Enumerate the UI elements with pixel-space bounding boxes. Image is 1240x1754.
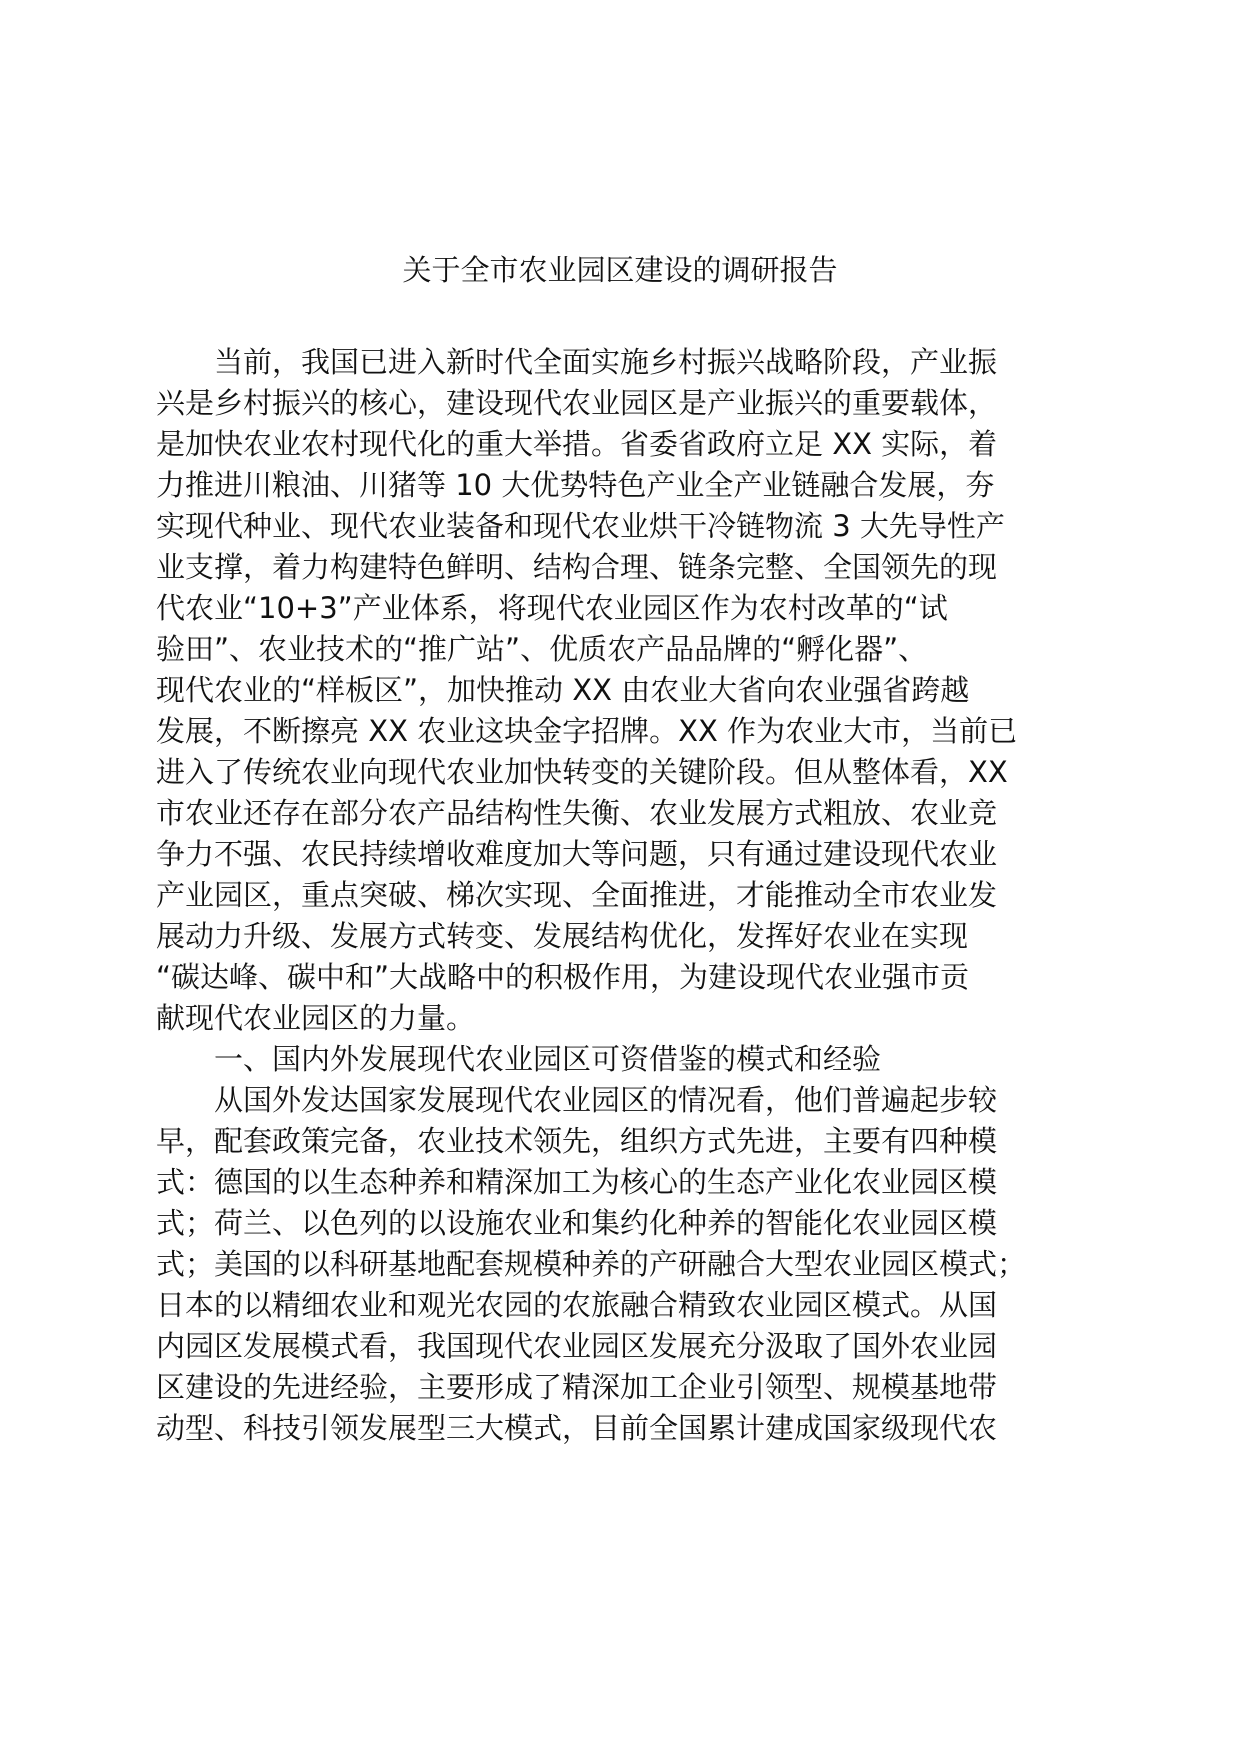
- text-line: 献现代农业园区的力量。: [156, 1001, 476, 1035]
- text-line: 发展，不断擦亮 XX 农业这块金字招牌。XX 作为农业大市，当前已: [156, 714, 1018, 748]
- text-line: 验田”、农业技术的“推广站”、优质农产品品牌的“孵化器”、: [156, 632, 928, 666]
- text-line: 内园区发展模式看，我国现代农业园区发展充分汲取了国外农业园: [156, 1329, 998, 1363]
- text-line: 兴是乡村振兴的核心，建设现代农业园区是产业振兴的重要载体，: [156, 386, 998, 420]
- paragraph-intro: [156, 342, 1084, 1039]
- text-line: 早，配套政策完备，农业技术领先，组织方式先进，主要有四种模: [156, 1124, 998, 1158]
- text-line: 是加快农业农村现代化的重大举措。省委省政府立足 XX 实际，着: [156, 427, 998, 461]
- text-line: 争力不强、农民持续增收难度加大等问题，只有通过建设现代农业: [156, 837, 998, 871]
- document-title: 关于全市农业园区建设的调研报告: [402, 253, 838, 287]
- text-line: 一、国内外发展现代农业园区可资借鉴的模式和经验: [214, 1042, 882, 1076]
- text-line: 当前，我国已进入新时代全面实施乡村振兴战略阶段，产业振: [214, 345, 998, 379]
- text-line: 业支撑，着力构建特色鲜明、结构合理、链条完整、全国领先的现: [156, 550, 998, 584]
- text-line: 进入了传统农业向现代农业加快转变的关键阶段。但从整体看，XX: [156, 755, 1008, 789]
- text-line: 式；美国的以科研基地配套规模种养的产研融合大型农业园区模式；: [156, 1247, 1027, 1281]
- text-line: 动型、科技引领发展型三大模式，目前全国累计建成国家级现代农: [156, 1411, 998, 1445]
- text-line: 日本的以精细农业和观光农园的农旅融合精致农业园区模式。从国: [156, 1288, 998, 1322]
- text-line: 式；荷兰、以色列的以设施农业和集约化种养的智能化农业园区模: [156, 1206, 998, 1240]
- text-line: 从国外发达国家发展现代农业园区的情况看，他们普遍起步较: [214, 1083, 998, 1117]
- section-heading-one: [156, 1039, 1084, 1080]
- paragraph-models: [156, 1080, 1084, 1449]
- document-body: [156, 342, 1084, 1449]
- text-line: “碳达峰、碳中和”大战略中的积极作用，为建设现代农业强市贡: [156, 960, 970, 994]
- text-line: 区建设的先进经验，主要形成了精深加工企业引领型、规模基地带: [156, 1370, 998, 1404]
- text-line: 展动力升级、发展方式转变、发展结构优化，发挥好农业在实现: [156, 919, 969, 953]
- text-line: 实现代种业、现代农业装备和现代农业烘干冷链物流 3 大先导性产: [156, 509, 1005, 543]
- text-line: 式：德国的以生态种养和精深加工为核心的生态产业化农业园区模: [156, 1165, 998, 1199]
- text-line: 力推进川粮油、川猪等 10 大优势特色产业全产业链融合发展，夯: [156, 468, 995, 502]
- text-line: 产业园区，重点突破、梯次实现、全面推进，才能推动全市农业发: [156, 878, 998, 912]
- text-line: 代农业“10+3”产业体系，将现代农业园区作为农村改革的“试: [156, 591, 948, 625]
- text-line: 市农业还存在部分农产品结构性失衡、农业发展方式粗放、农业竞: [156, 796, 998, 830]
- text-line: 现代农业的“样板区”，加快推动 XX 由农业大省向农业强省跨越: [156, 673, 970, 707]
